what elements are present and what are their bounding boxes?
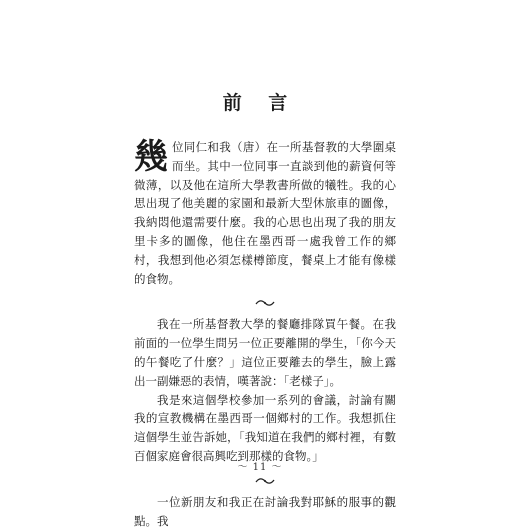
paragraph-4: 一位新朋友和我正在討論我對耶穌的服事的觀點。我 xyxy=(134,494,396,528)
paragraph-2: 我在一所基督教大學的餐廳排隊買午餐。在我前面的一位學生問另一位正要離開的學生，「你今天的午餐吃了什麼？」這位正要離去的學生，臉上露出一副嫌惡的表情，嘆著說：「老樣子」。 xyxy=(134,317,396,388)
flourish-icon xyxy=(255,477,275,485)
ornament-divider xyxy=(134,293,396,311)
paragraph-1-text: 位同仁和我（唐）在一所基督教的大學圍桌而坐。其中一位同事一直談到他的薪資何等微薄，以及他在這所大學教書所做的犧牲。我的心思出現了他美麗的家園和最新大型休旅車的圖像，我納悶他還需要什麼。我的心思也出現了我的朋友里卡多的圖像，他住在墨西哥一處我曾工作的鄉村，我想到他必須怎樣樽節度，餐桌上才能有像樣的食物。 xyxy=(134,140,396,286)
flourish-icon xyxy=(255,299,275,307)
page-number: ～ 11 ～ xyxy=(237,462,283,473)
paragraph-3: 我是來這個學校參加一系列的會議，討論有關我的宣教機構在墨西哥一個鄉村的工作。我想抓住這個學生並告訴她，「我知道在我們的鄉村裡，有數百個家庭會很高興吃到那樣的食物。」 xyxy=(134,392,396,463)
drop-cap: 幾 xyxy=(134,137,168,177)
paragraph-1 xyxy=(134,138,396,288)
page-title: 前 言 xyxy=(222,92,298,114)
